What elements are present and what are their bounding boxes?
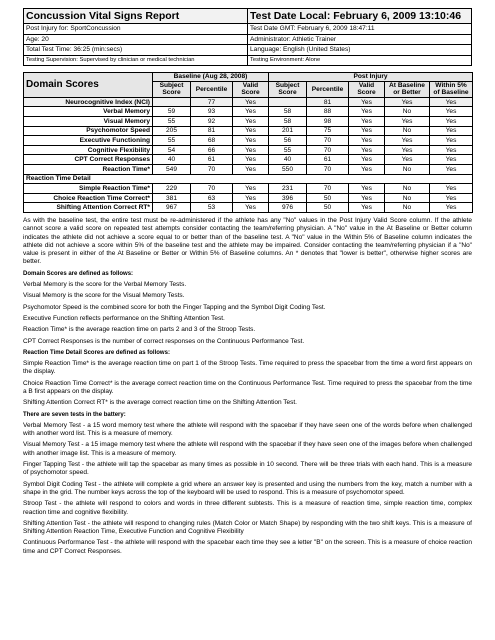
test-description: Continuous Performance Test - the athlete will respond with the spacebar each time they see a letter "B" on the screen. This is a measure of choice reaction time and CPT Correct Responses. — [23, 539, 472, 555]
table-row — [24, 145, 473, 155]
table-row — [24, 117, 473, 127]
test-description: Visual Memory Test - a 15 image memory test where the athlete will respond with the spacebar if they have seen one of the images before when challenged with another image list. This is a measure of memory. — [23, 441, 472, 457]
info-cell: Testing Environment: Alone — [248, 55, 472, 66]
report-title: Concussion Vital Signs Report — [24, 9, 248, 24]
score-rows — [24, 97, 473, 212]
cell-b-pct: 53 — [191, 203, 233, 213]
cell-b-valid: Yes — [233, 126, 269, 136]
cell-b-valid: Yes — [233, 164, 269, 174]
cell-within5: Yes — [430, 145, 473, 155]
cell-p-score: 56 — [269, 136, 307, 146]
info-cell: Total Test Time: 36:25 (min:secs) — [24, 45, 248, 56]
cell-b-pct: 70 — [191, 164, 233, 174]
row-label: Neurocognitive Index (NCI) — [24, 97, 153, 107]
cell-b-score: 54 — [153, 145, 191, 155]
domain-definitions-heading: Domain Scores are defined as follows: — [23, 270, 134, 277]
table-row — [24, 126, 473, 136]
domain-definition: Psychomotor Speed is the combined score for both the Finger Tapping and the Symbol Digit Coding Test. — [23, 303, 326, 311]
cell-p-score: 58 — [269, 117, 307, 127]
row-label: Simple Reaction Time* — [24, 184, 153, 194]
cell-at-base: Yes — [385, 155, 430, 165]
cell-b-pct: 68 — [191, 136, 233, 146]
cell-p-valid: Yes — [349, 136, 385, 146]
row-label: Reaction Time* — [24, 164, 153, 174]
cell-p-score: 40 — [269, 155, 307, 165]
cell-at-base: Yes — [385, 145, 430, 155]
row-label: Visual Memory — [24, 117, 153, 127]
cell-within5: Yes — [430, 155, 473, 165]
cell-b-score: 229 — [153, 184, 191, 194]
domain-scores-table — [23, 72, 473, 213]
table-row — [24, 184, 473, 194]
info-cell: Testing Supervision: Supervised by clinician or medical technician — [24, 55, 248, 66]
row-label: CPT Correct Responses — [24, 155, 153, 165]
cell-within5: Yes — [430, 136, 473, 146]
info-cell: Post Injury for: SportConcussion — [24, 24, 248, 35]
cell-at-base: Yes — [385, 136, 430, 146]
cell-within5: Yes — [430, 184, 473, 194]
info-cell: Language: English (United States) — [248, 45, 472, 56]
cell-b-valid: Yes — [233, 184, 269, 194]
test-description: Verbal Memory Test - a 15 word memory test where the athlete will respond with the spacebar if they have seen one of the words before when challenged with another word list. This is a measure of memory. — [23, 421, 472, 438]
domain-definitions — [23, 281, 472, 346]
intro-paragraph: As with the baseline test, the entire test must be re-administered if the athlete has any "No" values in the Post Injury Valid Score column. If the athlete cannot score a valid score on repeated test attempts consider contacting the team/referring physician. A "No" value in the At Baseline or Better column indicates the athlete did not achieve a score equal to or better than of the baseline test. A "No" value in the Within 5% of Baseline column indicates the athlete did not achieve a score within 5% of the baseline test and the athlete may be impaired. Consider contacting the team/referring physician if a "No" value is present in either of the At Baseline or Better or Within 5% of Baseline columns. An * denotes that "lower is better", otherwise higher scores are better. — [23, 216, 472, 266]
cell-b-score: 55 — [153, 117, 191, 127]
cell-at-base: Yes — [385, 117, 430, 127]
test-descriptions — [23, 422, 472, 556]
cell-b-score: 55 — [153, 136, 191, 146]
cell-b-score: 549 — [153, 164, 191, 174]
cell-b-score: 381 — [153, 193, 191, 203]
rt-definition: Shifting Attention Correct RT* is the average correct reaction time on the Shifting Attention Test. — [23, 399, 297, 407]
cell-p-score: 55 — [269, 145, 307, 155]
col-subject-score-line1: Subject — [159, 82, 184, 89]
cell-at-base: No — [385, 164, 430, 174]
cell-b-score: 40 — [153, 155, 191, 165]
domain-definition: CPT Correct Responses is the number of correct responses on the Continuous Performance Test. — [23, 337, 305, 345]
rt-definition: Simple Reaction Time* is the average reaction time on part 1 of the Stroop Tests. Time required to press the spacebar from the time a word first appears on the display. — [23, 360, 472, 376]
col-subject-score — [153, 82, 191, 98]
cell-at-base: No — [385, 184, 430, 194]
cell-within5: Yes — [430, 107, 473, 117]
reaction-time-detail-label: Reaction Time Detail — [24, 174, 473, 184]
cell-b-valid: Yes — [233, 193, 269, 203]
cell-b-valid: Yes — [233, 107, 269, 117]
cell-at-base: No — [385, 193, 430, 203]
cell-p-pct: 50 — [307, 203, 349, 213]
cell-b-valid: Yes — [233, 136, 269, 146]
col-valid-score-line2: Score — [241, 89, 260, 97]
test-description: Symbol Digit Coding Test - the athlete will complete a grid where an answer key is presented and using the numbers from the key, match a number with a shape in the grid. The number keys across the top of the keyboard will be used to respond. This is a measure of psychomotor speed. — [23, 480, 472, 496]
table-row — [24, 155, 473, 165]
cell-p-score — [269, 97, 307, 107]
cell-b-score: 967 — [153, 203, 191, 213]
tests-heading: There are seven tests in the battery: — [23, 411, 126, 418]
cell-p-pct: 70 — [307, 184, 349, 194]
cell-p-pct: 70 — [307, 145, 349, 155]
cell-b-score: 59 — [153, 107, 191, 117]
cell-within5: Yes — [430, 97, 473, 107]
cell-p-score: 201 — [269, 126, 307, 136]
test-description: Shifting Attention Test - the athlete will respond to changing rules (Match Color or Match Shape) by responding with the two shift keys. This is a measure of Shifting Attention Reaction Time, Executive Function and Cognitive Flexibility — [23, 519, 472, 536]
table-section-row — [24, 174, 473, 184]
table-row — [24, 193, 473, 203]
cell-p-valid: Yes — [349, 107, 385, 117]
col-valid-score-line1: Valid — [358, 82, 375, 89]
col-subject-score-line2: Score — [162, 89, 181, 97]
cell-p-valid: Yes — [349, 97, 385, 107]
cell-p-pct: 88 — [307, 107, 349, 117]
test-description: Stroop Test - the athlete will respond to colors and words in three different subtests. This is a measure of reaction time, simple reaction time, complex reaction time and cognitive flexibility. — [23, 500, 472, 516]
cell-b-valid: Yes — [233, 155, 269, 165]
cell-b-pct: 92 — [191, 117, 233, 127]
table-row — [24, 203, 473, 213]
col-at-baseline — [385, 82, 430, 98]
test-description: Finger Tapping Test - the athlete will tap the spacebar as many times as possible in 10 second. There will be three trials with each hand. This is a measure of psychomotor speed. — [23, 461, 472, 477]
row-label: Shifting Attention Correct RT* — [24, 203, 153, 213]
cell-b-valid: Yes — [233, 97, 269, 107]
cell-b-pct: 61 — [191, 155, 233, 165]
cell-at-base: Yes — [385, 97, 430, 107]
cell-p-pct: 98 — [307, 117, 349, 127]
domain-definition: Executive Function reflects performance on the Shifting Attention Test. — [23, 314, 225, 322]
row-label: Choice Reaction Time Correct* — [24, 193, 153, 203]
col-valid-score — [349, 82, 385, 98]
col-percentile: Percentile — [191, 82, 233, 98]
col-within-5-line1: Within 5% — [435, 82, 467, 89]
row-label: Verbal Memory — [24, 107, 153, 117]
col-subject-score — [269, 82, 307, 98]
cell-b-score: 205 — [153, 126, 191, 136]
col-valid-score — [233, 82, 269, 98]
rt-definitions-heading: Reaction Time Detail Scores are defined as follows: — [23, 349, 170, 356]
cell-p-score: 58 — [269, 107, 307, 117]
info-cell: Administrator: Athletic Trainer — [248, 34, 472, 45]
cell-p-score: 550 — [269, 164, 307, 174]
col-within-5 — [430, 82, 473, 98]
cell-p-pct: 75 — [307, 126, 349, 136]
test-date-local: Test Date Local: February 6, 2009 13:10:46 — [248, 9, 472, 24]
cell-p-valid: Yes — [349, 117, 385, 127]
cell-b-pct: 81 — [191, 126, 233, 136]
cell-at-base: No — [385, 107, 430, 117]
rt-definitions — [23, 360, 472, 407]
table-row — [24, 97, 473, 107]
rt-definition: Choice Reaction Time Correct* is the average correct reaction time on the Continuous Performance Test. Time required to press the spacebar from the time a B first appears on the display. — [23, 379, 472, 395]
col-subject-score-line1: Subject — [275, 82, 300, 89]
cell-p-valid: Yes — [349, 155, 385, 165]
cell-at-base: No — [385, 203, 430, 213]
cell-p-valid: Yes — [349, 184, 385, 194]
cell-p-valid: Yes — [349, 145, 385, 155]
baseline-header: Baseline (Aug 28, 2008) — [153, 73, 269, 82]
col-within-5-line2: of Baseline — [433, 89, 469, 97]
table-row — [24, 136, 473, 146]
row-label: Cognitive Flexibility — [24, 145, 153, 155]
cell-b-score — [153, 97, 191, 107]
cell-b-valid: Yes — [233, 117, 269, 127]
cell-p-pct: 61 — [307, 155, 349, 165]
cell-b-valid: Yes — [233, 145, 269, 155]
cell-p-pct: 70 — [307, 136, 349, 146]
row-label: Executive Functioning — [24, 136, 153, 146]
cell-p-score: 976 — [269, 203, 307, 213]
cell-p-pct: 70 — [307, 164, 349, 174]
cell-p-valid: Yes — [349, 203, 385, 213]
cell-within5: Yes — [430, 203, 473, 213]
cell-within5: Yes — [430, 126, 473, 136]
report-page — [23, 8, 472, 559]
cell-b-pct: 70 — [191, 184, 233, 194]
cell-within5: Yes — [430, 193, 473, 203]
cell-p-valid: Yes — [349, 126, 385, 136]
col-at-baseline-line1: At Baseline — [389, 82, 425, 89]
cell-p-pct: 81 — [307, 97, 349, 107]
col-subject-score-line2: Score — [278, 89, 297, 97]
table-row — [24, 107, 473, 117]
cell-p-score: 231 — [269, 184, 307, 194]
cell-within5: Yes — [430, 164, 473, 174]
report-header-table — [23, 8, 472, 66]
cell-b-pct: 77 — [191, 97, 233, 107]
cell-p-valid: Yes — [349, 164, 385, 174]
col-valid-score-line2: Score — [357, 89, 376, 97]
cell-at-base: No — [385, 126, 430, 136]
domain-definition: Reaction Time* is the average reaction time on parts 2 and 3 of the Stroop Tests. — [23, 326, 256, 334]
domain-definition: Visual Memory is the score for the Visual Memory Tests. — [23, 292, 185, 300]
col-at-baseline-line2: or Better — [393, 89, 421, 97]
cell-b-pct: 66 — [191, 145, 233, 155]
domain-definition: Verbal Memory is the score for the Verbal Memory Tests. — [23, 281, 187, 289]
cell-p-score: 396 — [269, 193, 307, 203]
cell-b-pct: 93 — [191, 107, 233, 117]
row-label: Psychomotor Speed — [24, 126, 153, 136]
post-injury-header: Post Injury — [269, 73, 473, 82]
cell-b-valid: Yes — [233, 203, 269, 213]
cell-p-valid: Yes — [349, 193, 385, 203]
info-cell: Age: 20 — [24, 34, 248, 45]
table-row — [24, 164, 473, 174]
cell-b-pct: 63 — [191, 193, 233, 203]
info-cell: Test Date GMT: February 6, 2009 18:47:11 — [248, 24, 472, 35]
col-percentile: Percentile — [307, 82, 349, 98]
cell-within5: Yes — [430, 117, 473, 127]
col-valid-score-line1: Valid — [242, 82, 259, 89]
domain-scores-heading: Domain Scores — [24, 73, 153, 98]
report-body-text — [23, 217, 472, 556]
cell-p-pct: 50 — [307, 193, 349, 203]
